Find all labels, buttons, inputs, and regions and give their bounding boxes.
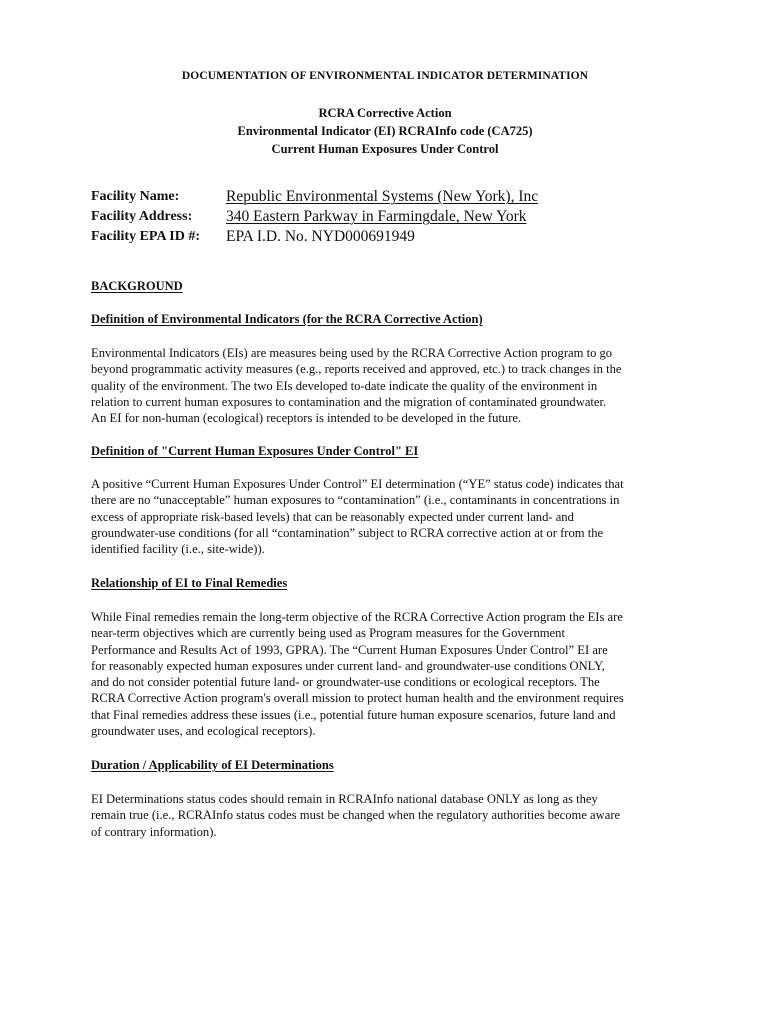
facility-epa-value: EPA I.D. No. NYD000691949 (226, 228, 415, 245)
facility-address-value: 340 Eastern Parkway in Farmingdale, New York (226, 208, 527, 225)
paragraph-line: excess of appropriate risk-based levels) that can be reasonably expected under current land- and (91, 509, 574, 524)
paragraph-line: and do not consider potential future land- or groundwater-use conditions or ecological receptors. The (91, 675, 600, 690)
section-heading-duration: Duration / Applicability of EI Determinations (91, 758, 334, 772)
facility-name-value: Republic Environmental Systems (New York), Inc (226, 188, 539, 205)
section-heading-relationship: Relationship of EI to Final Remedies (91, 576, 288, 590)
paragraph-line: A positive “Current Human Exposures Under Control” EI determination (“YE” status code) indicates that (91, 477, 624, 491)
paragraph-line: groundwater-use conditions (for all “contamination” subject to RCRA corrective action at or from the (91, 525, 604, 540)
section-paragraph-definition-ei (91, 476, 691, 557)
background-heading: BACKGROUND (91, 279, 183, 293)
section-paragraph-relationship (91, 609, 691, 739)
paragraph-line: that Final remedies address these issues (i.e., potential future human exposure scenarios, future land and (91, 707, 616, 722)
paragraph-line: quality of the environment. The two EIs developed to-date indicate the quality of the environment in (91, 378, 598, 393)
paragraph-line: EI Determinations status codes should remain in RCRAInfo national database ONLY as long as they (91, 792, 598, 806)
facility-name-label: Facility Name: (91, 189, 180, 204)
paragraph-line: for reasonably expected human exposures under current land- and groundwater-use conditions ONLY, (91, 658, 605, 673)
paragraph-line: groundwater uses, and ecological receptors). (91, 724, 316, 739)
subtitle-program: RCRA Corrective Action (318, 106, 452, 120)
paragraph-line: of contrary information). (91, 824, 217, 839)
facility-epa-label: Facility EPA ID #: (91, 229, 201, 244)
paragraph-line: relation to current human exposures to contamination and the migration of contaminated groundwater. (91, 394, 607, 409)
facility-address-label: Facility Address: (91, 209, 193, 224)
subtitle-code: Environmental Indicator (EI) RCRAInfo code (CA725) (237, 124, 533, 138)
paragraph-line: An EI for non-human (ecological) receptors is intended to be developed in the future. (91, 411, 522, 426)
paragraph-line: Environmental Indicators (EIs) are measures being used by the RCRA Corrective Action program to go (91, 346, 613, 360)
section-paragraph-duration (91, 791, 691, 840)
section-heading-definition-ei: Definition of "Current Human Exposures Under Control" EI (91, 444, 419, 458)
subtitle-indicator: Current Human Exposures Under Control (271, 142, 499, 156)
facility-name-row (91, 187, 538, 207)
paragraph-line: RCRA Corrective Action program's overall mission to protect human health and the environment requires (91, 691, 624, 706)
section-paragraph-definition-eis (91, 345, 691, 426)
paragraph-line: While Final remedies remain the long-term objective of the RCRA Corrective Action program the EIs are (91, 610, 623, 624)
section-heading-definition-eis: Definition of Environmental Indicators (for the RCRA Corrective Action) (91, 312, 483, 326)
paragraph-line: identified facility (i.e., site-wide)). (91, 542, 265, 557)
paragraph-line: near-term objectives which are currently being used as Program measures for the Government (91, 626, 565, 641)
paragraph-line: Performance and Results Act of 1993, GPRA). The “Current Human Exposures Under Control” EI are (91, 642, 608, 657)
facility-info (91, 187, 538, 247)
facility-epa-row (91, 227, 538, 247)
facility-address-row (91, 207, 538, 227)
paragraph-line: there are no “unacceptable” human exposures to “contamination” (i.e., contaminants in concentrations in (91, 493, 620, 508)
document-title: DOCUMENTATION OF ENVIRONMENTAL INDICATOR DETERMINATION (181, 70, 589, 82)
paragraph-line: beyond programmatic activity measures (e.g., reports received and approved, etc.) to track changes in the (91, 362, 622, 377)
paragraph-line: remain true (i.e., RCRAInfo status codes must be changed when the regulatory authorities become aware (91, 808, 621, 823)
